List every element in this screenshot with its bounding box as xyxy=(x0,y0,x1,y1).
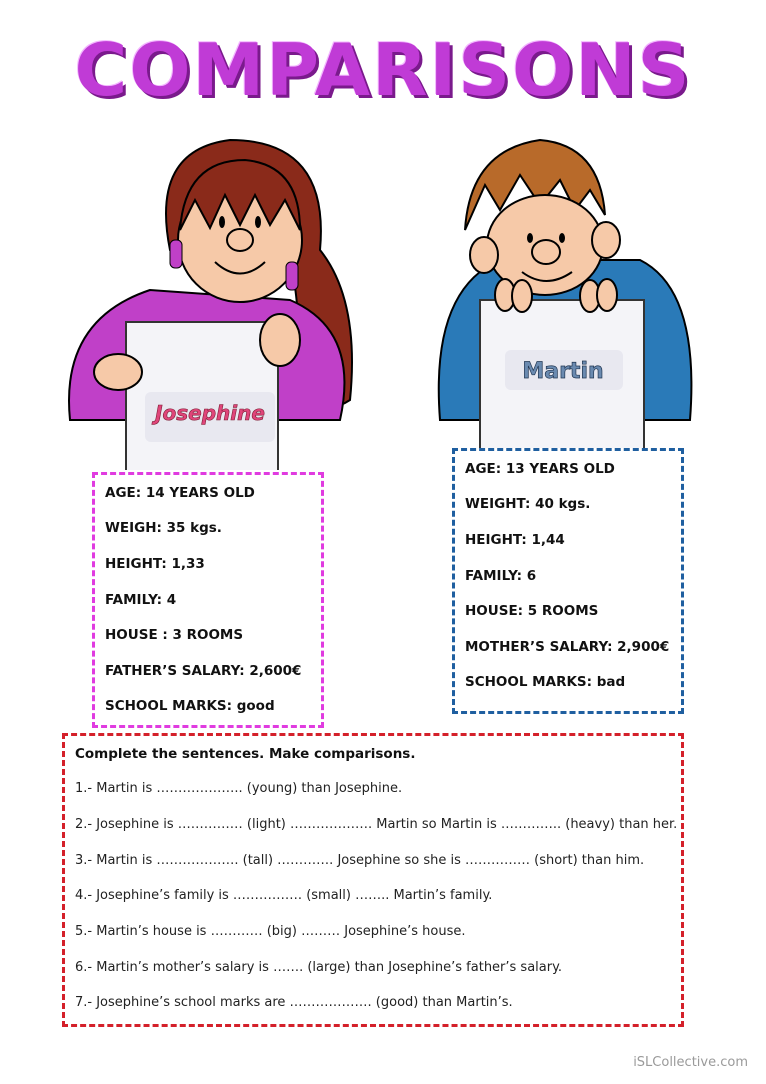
martin-illustration xyxy=(439,140,692,450)
watermark: iSLCollective.com xyxy=(633,1055,748,1070)
exercise-item-2: 2.- Josephine is …………… (light) ………………. Martin so Martin is ………….. (heavy) than her. xyxy=(75,817,678,832)
characters-illustration xyxy=(0,0,766,470)
martin-name-sign: Martin xyxy=(522,359,604,384)
martin-age: AGE: 13 YEARS OLD xyxy=(465,461,615,477)
josephine-salary: FATHER’S SALARY: 2,600€ xyxy=(105,663,302,679)
exercise-instruction: Complete the sentences. Make comparisons. xyxy=(75,746,416,762)
page-title: COMPARISONS xyxy=(74,28,692,112)
exercise-box xyxy=(62,733,684,1027)
martin-salary: MOTHER’S SALARY: 2,900€ xyxy=(465,639,670,655)
josephine-name-sign: Josephine xyxy=(155,401,265,425)
martin-info-box xyxy=(452,448,684,714)
martin-height: HEIGHT: 1,44 xyxy=(465,532,565,548)
exercise-item-6: 6.- Martin’s mother’s salary is ……. (large) than Josephine’s father’s salary. xyxy=(75,960,563,975)
josephine-weight: WEIGH: 35 kgs. xyxy=(105,520,222,536)
josephine-family: FAMILY: 4 xyxy=(105,592,177,608)
martin-school-marks: SCHOOL MARKS: bad xyxy=(465,674,626,690)
exercise-item-3: 3.- Martin is ………………. (tall) …………. Josephine so she is …………… (short) than him. xyxy=(75,853,645,868)
josephine-house: HOUSE : 3 ROOMS xyxy=(105,627,244,643)
exercise-item-5: 5.- Martin’s house is ………… (big) ……… Josephine’s house. xyxy=(75,924,466,939)
martin-family: FAMILY: 6 xyxy=(465,568,537,584)
josephine-height: HEIGHT: 1,33 xyxy=(105,556,205,572)
martin-house: HOUSE: 5 ROOMS xyxy=(465,603,599,619)
josephine-age: AGE: 14 YEARS OLD xyxy=(105,485,255,501)
josephine-school-marks: SCHOOL MARKS: good xyxy=(105,698,275,714)
martin-weight: WEIGHT: 40 kgs. xyxy=(465,496,591,512)
josephine-illustration xyxy=(69,140,352,470)
exercise-item-1: 1.- Martin is ……………….. (young) than Josephine. xyxy=(75,781,403,796)
josephine-info-box xyxy=(92,472,324,728)
exercise-item-4: 4.- Josephine’s family is ……………. (small) …….. Martin’s family. xyxy=(75,888,493,903)
exercise-item-7: 7.- Josephine’s school marks are ………………. (good) than Martin’s. xyxy=(75,995,513,1010)
